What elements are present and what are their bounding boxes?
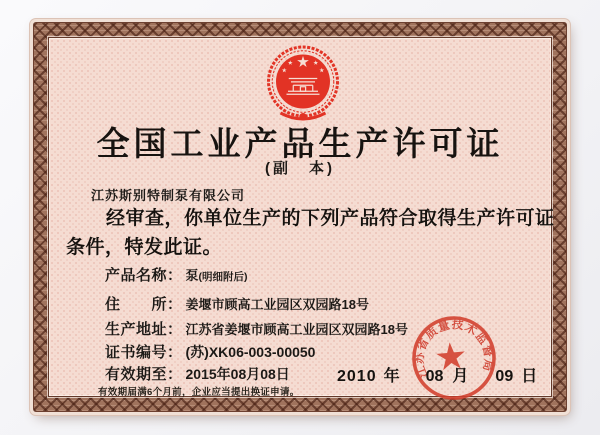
issue-day-unit: 日 [521,368,538,385]
field-value: (苏)XK06-003-00050 [185,344,316,360]
certificate-title: 全国工业产品生产许可证 [96,125,504,162]
license-statement [66,204,555,262]
prc-national-emblem-icon [265,44,341,128]
issue-month: 08 [425,368,444,385]
field-label: 有效期至： [105,366,183,383]
field-label: 生产地址： [105,321,183,338]
field-value: 江苏省姜堰市顾高工业园区双园路18号 [185,322,408,337]
field-certificate-number [105,341,315,362]
seal-text: 江苏省质量技术监督局 [413,317,496,380]
issue-day: 09 [495,368,514,385]
field-label: 住 所： [105,296,183,313]
product-value: 泵 [185,268,199,283]
company-name: 江苏斯别特制泵有限公司 [91,188,246,203]
issue-month-unit: 月 [452,368,469,385]
field-label: 证书编号： [105,344,183,361]
issue-year: 2010 [337,368,377,385]
certificate-border [33,22,567,412]
field-label: 产品名称： [105,267,183,284]
field-value [186,268,248,283]
field-production-address [105,318,408,339]
product-value-note: (明细附后) [198,271,248,283]
issue-year-unit: 年 [383,368,400,385]
certificate-subtitle: (副 本) [265,160,335,177]
field-value: 姜堰市顾高工业园区双园路18号 [185,297,369,312]
statement-line-2: 条件，特发此证。 [66,237,223,258]
issue-date [337,363,537,386]
field-product-name [105,264,248,285]
statement-line-1: 经审查，你单位生产的下列产品符合取得生产许可证 [106,208,555,229]
field-value: 2015年08月08日 [185,366,290,382]
renewal-footnote: 有效期届满6个月前，企业应当提出换证申请。 [98,387,300,398]
field-valid-until [105,363,290,384]
certificate-paper [48,37,555,398]
official-seal-stamp [397,300,514,414]
field-registered-address [105,293,369,314]
